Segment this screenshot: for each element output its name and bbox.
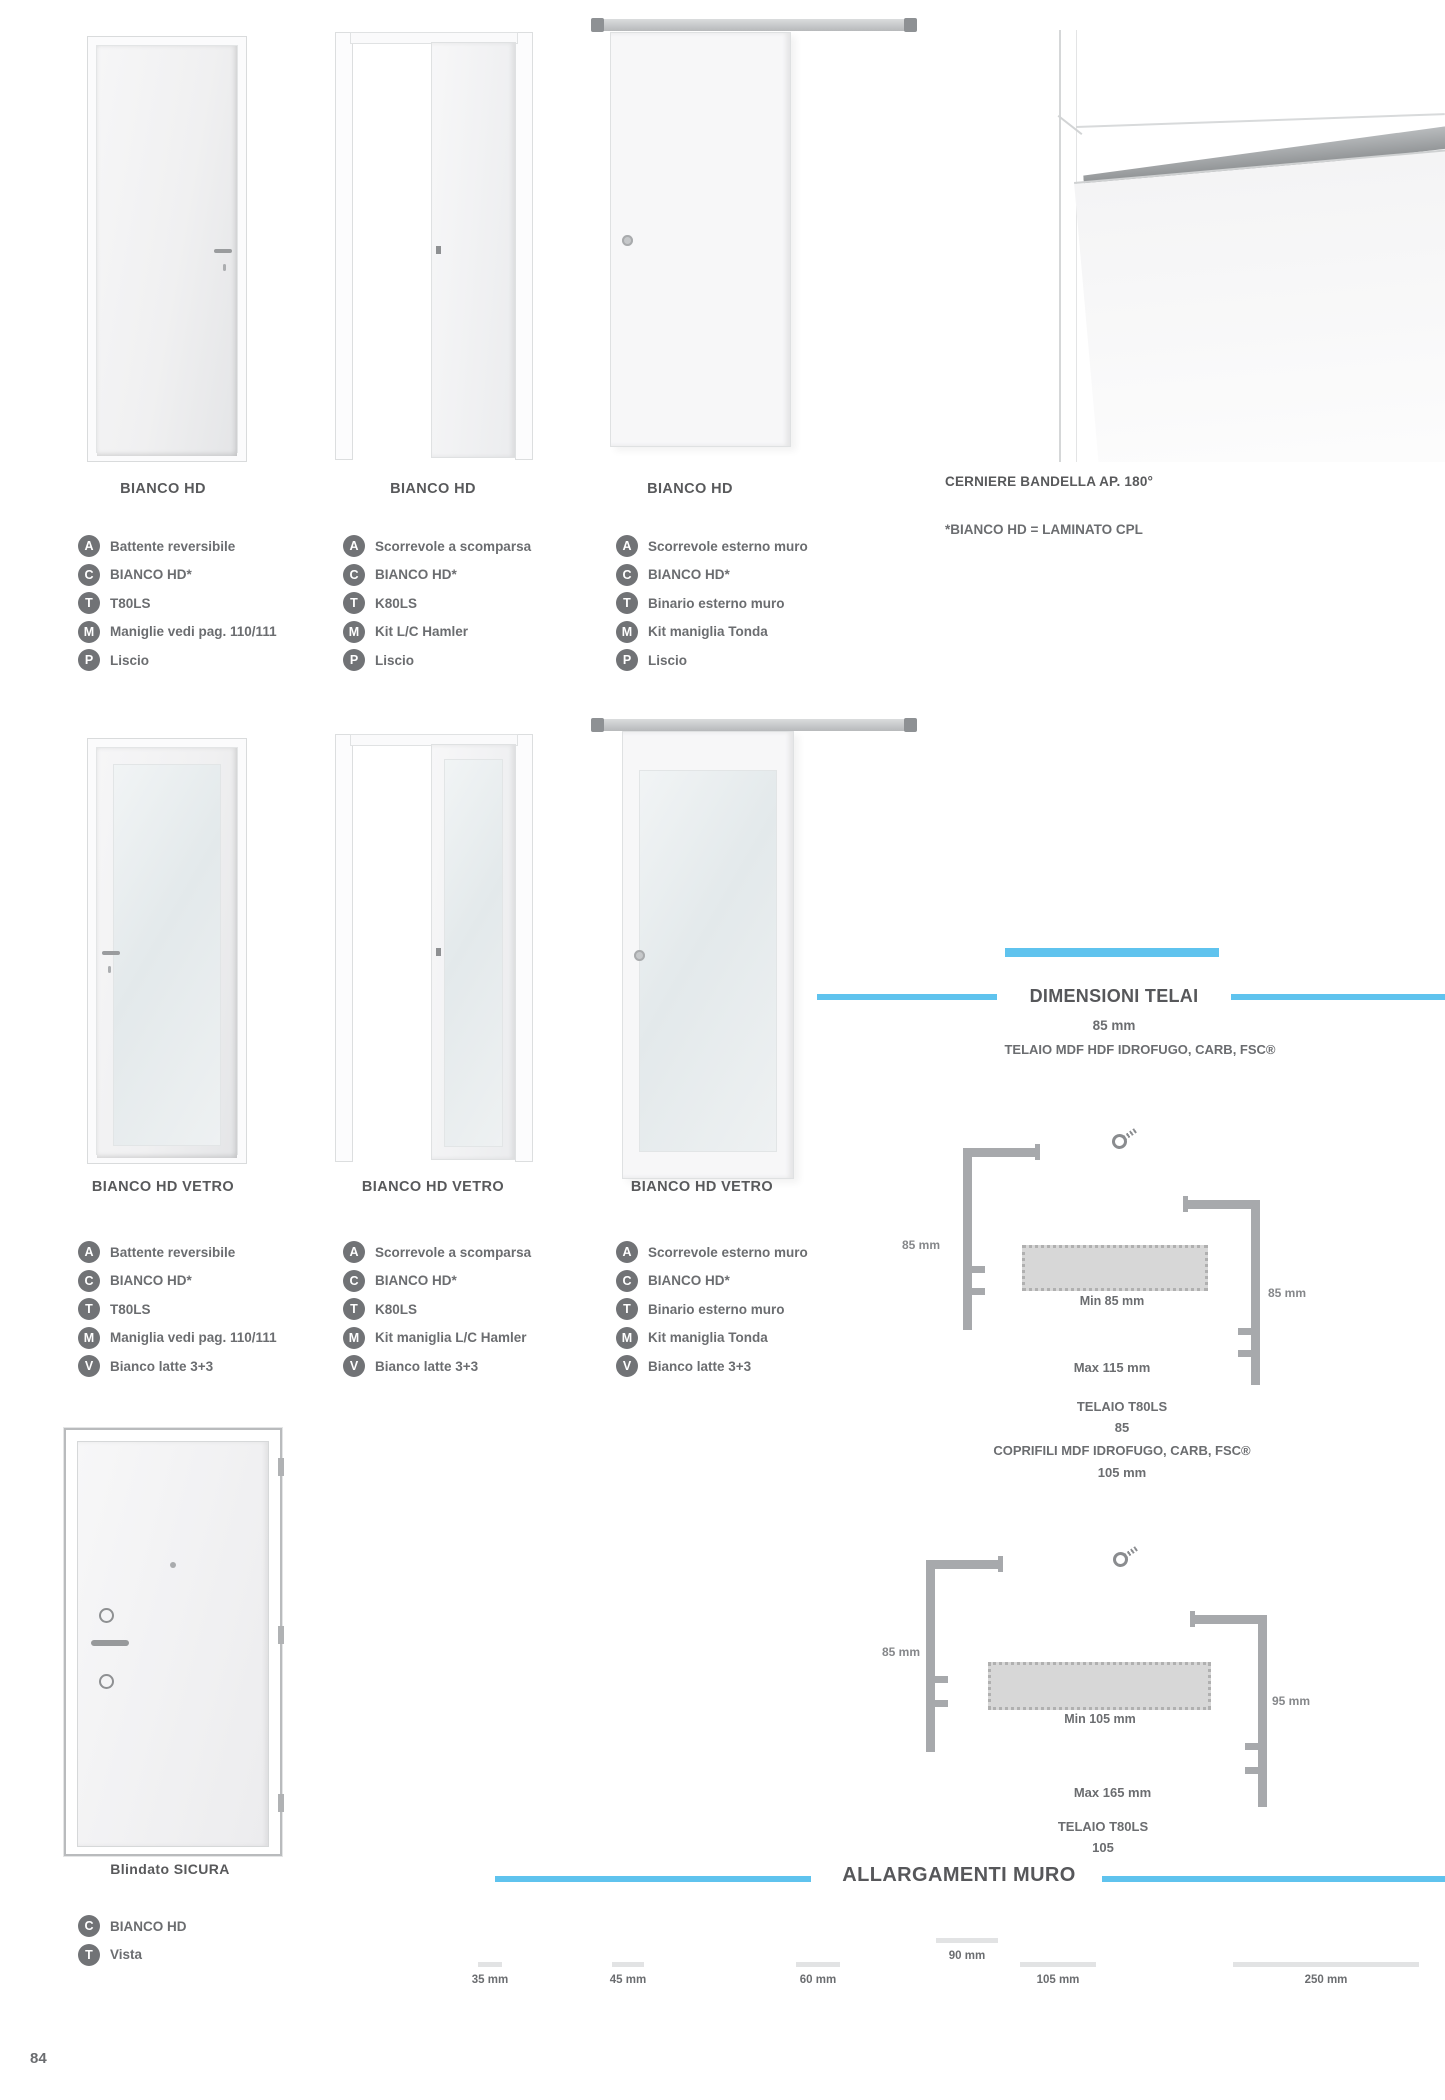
wall-min-label: Min 85 mm bbox=[1079, 1294, 1145, 1308]
security-door-drawing bbox=[64, 1428, 282, 1856]
frame-profile-right bbox=[1188, 1200, 1260, 1385]
flush-handle bbox=[436, 948, 441, 956]
attribute-value: BIANCO HD* bbox=[648, 1273, 730, 1289]
attribute-value: Bianco latte 3+3 bbox=[110, 1358, 214, 1374]
attribute-row bbox=[343, 1324, 531, 1353]
attribute-value: Maniglia vedi pag. 110/111 bbox=[110, 1330, 277, 1346]
wall-min-label: Min 105 mm bbox=[1064, 1712, 1136, 1726]
attribute-badge-C: C bbox=[343, 564, 365, 586]
attribute-row bbox=[343, 561, 531, 590]
attribute-badge-T: T bbox=[78, 1298, 100, 1320]
attribute-value: Battente reversibile bbox=[110, 1244, 236, 1260]
product-label: BIANCO HD VETRO bbox=[361, 1179, 505, 1195]
product-image-hinged-door bbox=[47, 10, 279, 476]
attribute-badge-C: C bbox=[343, 1270, 365, 1292]
pocket-door-drawing bbox=[335, 32, 533, 460]
extension-profile bbox=[1020, 1962, 1096, 1967]
attribute-value: Binario esterno muro bbox=[648, 1301, 785, 1317]
attribute-badge-V: V bbox=[616, 1355, 638, 1377]
attribute-list bbox=[616, 532, 808, 675]
door-leaf bbox=[77, 1441, 269, 1847]
frame-edge-line bbox=[1076, 30, 1077, 462]
frame-material: TELAIO MDF HDF IDROFUGO, CARB, FSC® bbox=[1004, 1042, 1276, 1057]
section-title-dimensioni-telai: DIMENSIONI TELAI bbox=[1029, 986, 1199, 1006]
diagram1-caption-frame: TELAIO T80LS bbox=[1076, 1399, 1168, 1414]
glass-panel bbox=[444, 759, 503, 1147]
attribute-badge-T: T bbox=[78, 592, 100, 614]
attribute-row bbox=[343, 1238, 531, 1267]
product-image-pocket-glass-door bbox=[305, 718, 561, 1176]
attribute-list bbox=[616, 1238, 808, 1381]
extension-size: 250 mm bbox=[1304, 1974, 1348, 1986]
attribute-value: Scorrevole esterno muro bbox=[648, 1244, 808, 1260]
attribute-badge-C: C bbox=[616, 564, 638, 586]
attribute-value: K80LS bbox=[375, 595, 418, 611]
attribute-row bbox=[78, 1324, 277, 1353]
extension-size: 35 mm bbox=[471, 1974, 509, 1986]
pocket-door-drawing bbox=[335, 734, 533, 1162]
lock-cylinder bbox=[99, 1674, 114, 1689]
attribute-badge-V: V bbox=[343, 1355, 365, 1377]
door-leaf bbox=[97, 748, 237, 1158]
attribute-value: Liscio bbox=[375, 652, 415, 668]
glass-panel bbox=[113, 764, 221, 1146]
door-jamb bbox=[335, 32, 353, 460]
dimension-left: 85 mm bbox=[901, 1238, 940, 1252]
attribute-badge-P: P bbox=[78, 649, 100, 671]
casing-top-line bbox=[1076, 113, 1445, 128]
lock-cylinder bbox=[99, 1608, 114, 1623]
wall-max-label: Max 165 mm bbox=[1073, 1785, 1152, 1800]
attribute-badge-T: T bbox=[343, 1298, 365, 1320]
rail-cap bbox=[904, 718, 917, 732]
attribute-row bbox=[343, 1352, 531, 1381]
flush-handle bbox=[436, 246, 441, 254]
accent-line-left bbox=[817, 994, 997, 1000]
attribute-row bbox=[616, 589, 808, 618]
attribute-value: BIANCO HD* bbox=[110, 1273, 192, 1289]
wall-section bbox=[1022, 1245, 1208, 1291]
peephole bbox=[170, 1562, 176, 1568]
accent-line-right bbox=[1102, 1876, 1445, 1882]
attribute-value: Bianco latte 3+3 bbox=[648, 1358, 752, 1374]
attribute-row bbox=[616, 1324, 808, 1353]
attribute-value: T80LS bbox=[110, 1301, 151, 1317]
attribute-list bbox=[343, 1238, 531, 1381]
attribute-badge-M: M bbox=[78, 621, 100, 643]
door-jamb bbox=[335, 734, 353, 1162]
product-label: BIANCO HD bbox=[647, 481, 733, 497]
attribute-row bbox=[78, 532, 277, 561]
hinged-door-drawing bbox=[87, 738, 247, 1164]
attribute-badge-M: M bbox=[616, 621, 638, 643]
attribute-badge-A: A bbox=[343, 1241, 365, 1263]
attribute-value: Maniglie vedi pag. 110/111 bbox=[110, 624, 277, 640]
rail-cap bbox=[591, 18, 604, 32]
diagram1-caption-coprifili-size: 105 mm bbox=[1097, 1465, 1147, 1480]
attribute-value: Kit maniglia Tonda bbox=[648, 1330, 768, 1346]
dimension-left: 85 mm bbox=[881, 1645, 920, 1659]
product-label: BIANCO HD VETRO bbox=[630, 1179, 774, 1195]
accent-bar bbox=[1005, 948, 1219, 957]
diagram1-caption-size: 85 bbox=[1114, 1420, 1130, 1435]
extension-size: 60 mm bbox=[799, 1974, 837, 1986]
attribute-row bbox=[78, 1352, 277, 1381]
door-keyhole bbox=[108, 966, 111, 973]
door-leaf bbox=[610, 32, 791, 447]
product-image-security-door bbox=[47, 1420, 292, 1865]
product-image-wall-sliding-glass-door bbox=[577, 710, 925, 1190]
attribute-row bbox=[616, 1352, 808, 1381]
attribute-row bbox=[78, 646, 277, 675]
door-jamb bbox=[515, 32, 533, 460]
product-image-hinged-glass-door bbox=[47, 718, 279, 1176]
attribute-badge-P: P bbox=[616, 649, 638, 671]
attribute-value: Binario esterno muro bbox=[648, 595, 785, 611]
attribute-row bbox=[78, 1238, 277, 1267]
attribute-value: BIANCO HD bbox=[110, 1918, 187, 1934]
attribute-row bbox=[343, 1267, 531, 1296]
extension-size: 105 mm bbox=[1036, 1974, 1080, 1986]
door-keyhole bbox=[223, 264, 226, 271]
extension-profile bbox=[612, 1962, 644, 1967]
flush-round-handle bbox=[634, 950, 645, 961]
frame-profile-left bbox=[963, 1148, 1035, 1330]
attribute-badge-M: M bbox=[78, 1327, 100, 1349]
attribute-value: Scorrevole a scomparsa bbox=[375, 538, 532, 554]
attribute-value: Scorrevole esterno muro bbox=[648, 538, 808, 554]
attribute-value: Battente reversibile bbox=[110, 538, 236, 554]
attribute-row bbox=[78, 589, 277, 618]
hinge-detail-photo bbox=[943, 30, 1445, 462]
attribute-value: K80LS bbox=[375, 1301, 418, 1317]
attribute-row bbox=[343, 618, 531, 647]
attribute-row bbox=[616, 532, 808, 561]
attribute-value: Liscio bbox=[110, 652, 150, 668]
attribute-badge-T: T bbox=[616, 592, 638, 614]
attribute-row bbox=[616, 618, 808, 647]
attribute-badge-T: T bbox=[343, 592, 365, 614]
product-label: BIANCO HD bbox=[390, 481, 476, 497]
detail-caption: CERNIERE BANDELLA AP. 180° bbox=[945, 474, 1154, 489]
diagram2-caption-size: 105 bbox=[1092, 1840, 1114, 1855]
door-panel-surface bbox=[1074, 145, 1445, 462]
attribute-list bbox=[343, 532, 531, 675]
page-number: 84 bbox=[30, 2050, 47, 2067]
door-handle bbox=[91, 1640, 129, 1646]
section-title-allargamenti-muro: ALLARGAMENTI MURO bbox=[842, 1864, 1076, 1886]
attribute-badge-T: T bbox=[78, 1944, 100, 1966]
attribute-value: Liscio bbox=[648, 652, 688, 668]
attribute-row bbox=[78, 1267, 277, 1296]
door-handle bbox=[102, 951, 120, 955]
door-jamb bbox=[515, 734, 533, 1162]
attribute-badge-M: M bbox=[616, 1327, 638, 1349]
attribute-row bbox=[616, 561, 808, 590]
hinge bbox=[278, 1794, 284, 1812]
attribute-badge-A: A bbox=[78, 1241, 100, 1263]
hinge bbox=[278, 1458, 284, 1476]
glass-panel bbox=[639, 770, 777, 1152]
attribute-row bbox=[343, 1295, 531, 1324]
attribute-row bbox=[343, 646, 531, 675]
product-label: BIANCO HD bbox=[120, 481, 206, 497]
attribute-badge-V: V bbox=[78, 1355, 100, 1377]
hinged-door-drawing bbox=[87, 36, 247, 462]
attribute-list bbox=[78, 532, 277, 675]
product-image-pocket-door bbox=[305, 10, 561, 476]
attribute-row bbox=[343, 589, 531, 618]
attribute-badge-C: C bbox=[78, 1915, 100, 1937]
attribute-row bbox=[343, 532, 531, 561]
attribute-badge-C: C bbox=[78, 1270, 100, 1292]
attribute-badge-A: A bbox=[78, 535, 100, 557]
extension-profile bbox=[1233, 1962, 1419, 1967]
diagram2-caption-frame: TELAIO T80LS bbox=[1057, 1819, 1149, 1834]
attribute-value: Kit maniglia Tonda bbox=[648, 624, 768, 640]
extension-profile bbox=[796, 1962, 840, 1967]
screw-icon bbox=[1110, 1549, 1131, 1570]
attribute-value: Kit maniglia L/C Hamler bbox=[375, 1330, 527, 1346]
attribute-value: Kit L/C Hamler bbox=[375, 624, 469, 640]
door-handle bbox=[214, 249, 232, 253]
extension-profile bbox=[936, 1938, 998, 1943]
extension-size: 45 mm bbox=[609, 1974, 647, 1986]
wall-max-label: Max 115 mm bbox=[1073, 1360, 1151, 1375]
extension-profile bbox=[478, 1962, 502, 1967]
product-label: BIANCO HD VETRO bbox=[91, 1179, 235, 1195]
sliding-rail bbox=[593, 19, 915, 31]
attribute-value: BIANCO HD* bbox=[375, 567, 457, 583]
diagram1-caption-coprifili: COPRIFILI MDF IDROFUGO, CARB, FSC® bbox=[993, 1443, 1251, 1458]
frame-edge-line bbox=[1059, 30, 1061, 462]
attribute-badge-A: A bbox=[616, 535, 638, 557]
frame-size: 85 mm bbox=[1092, 1018, 1136, 1033]
attribute-row bbox=[78, 561, 277, 590]
frame-profile-left bbox=[926, 1560, 998, 1752]
door-leaf bbox=[431, 744, 516, 1160]
attribute-row bbox=[78, 1941, 187, 1970]
flush-round-handle bbox=[622, 235, 633, 246]
dimension-right: 95 mm bbox=[1272, 1694, 1311, 1708]
sliding-rail bbox=[593, 719, 915, 731]
wall-section bbox=[988, 1662, 1211, 1710]
attribute-value: Scorrevole a scomparsa bbox=[375, 1244, 532, 1260]
material-note: *BIANCO HD = LAMINATO CPL bbox=[945, 522, 1143, 537]
extension-size: 90 mm bbox=[948, 1950, 986, 1962]
attribute-badge-M: M bbox=[343, 1327, 365, 1349]
attribute-list bbox=[78, 1238, 277, 1381]
attribute-value: BIANCO HD* bbox=[375, 1273, 457, 1289]
attribute-badge-A: A bbox=[616, 1241, 638, 1263]
product-image-wall-sliding-door bbox=[577, 10, 925, 476]
attribute-value: Bianco latte 3+3 bbox=[375, 1358, 479, 1374]
product-label: Blindato SICURA bbox=[110, 1861, 230, 1877]
attribute-value: T80LS bbox=[110, 595, 151, 611]
accent-line-left bbox=[495, 1876, 811, 1882]
attribute-row bbox=[78, 1912, 187, 1941]
attribute-badge-C: C bbox=[616, 1270, 638, 1292]
accent-line-right bbox=[1231, 994, 1445, 1000]
attribute-badge-A: A bbox=[343, 535, 365, 557]
attribute-badge-C: C bbox=[78, 564, 100, 586]
attribute-badge-P: P bbox=[343, 649, 365, 671]
attribute-value: BIANCO HD* bbox=[110, 567, 192, 583]
attribute-row bbox=[616, 1238, 808, 1267]
frame-profile-right bbox=[1195, 1615, 1267, 1807]
screw-icon bbox=[1109, 1131, 1130, 1152]
attribute-badge-T: T bbox=[616, 1298, 638, 1320]
attribute-row bbox=[616, 1267, 808, 1296]
rail-cap bbox=[904, 18, 917, 32]
attribute-row bbox=[78, 618, 277, 647]
dimension-right: 85 mm bbox=[1268, 1286, 1307, 1300]
attribute-row bbox=[616, 1295, 808, 1324]
door-leaf bbox=[97, 46, 237, 456]
attribute-row bbox=[78, 1295, 277, 1324]
door-leaf bbox=[431, 42, 516, 458]
attribute-row bbox=[616, 646, 808, 675]
attribute-value: BIANCO HD* bbox=[648, 567, 730, 583]
rail-cap bbox=[591, 718, 604, 732]
attribute-value: Vista bbox=[110, 1947, 143, 1963]
attribute-list bbox=[78, 1912, 187, 1969]
door-leaf bbox=[622, 731, 794, 1179]
hinge bbox=[278, 1626, 284, 1644]
attribute-badge-M: M bbox=[343, 621, 365, 643]
